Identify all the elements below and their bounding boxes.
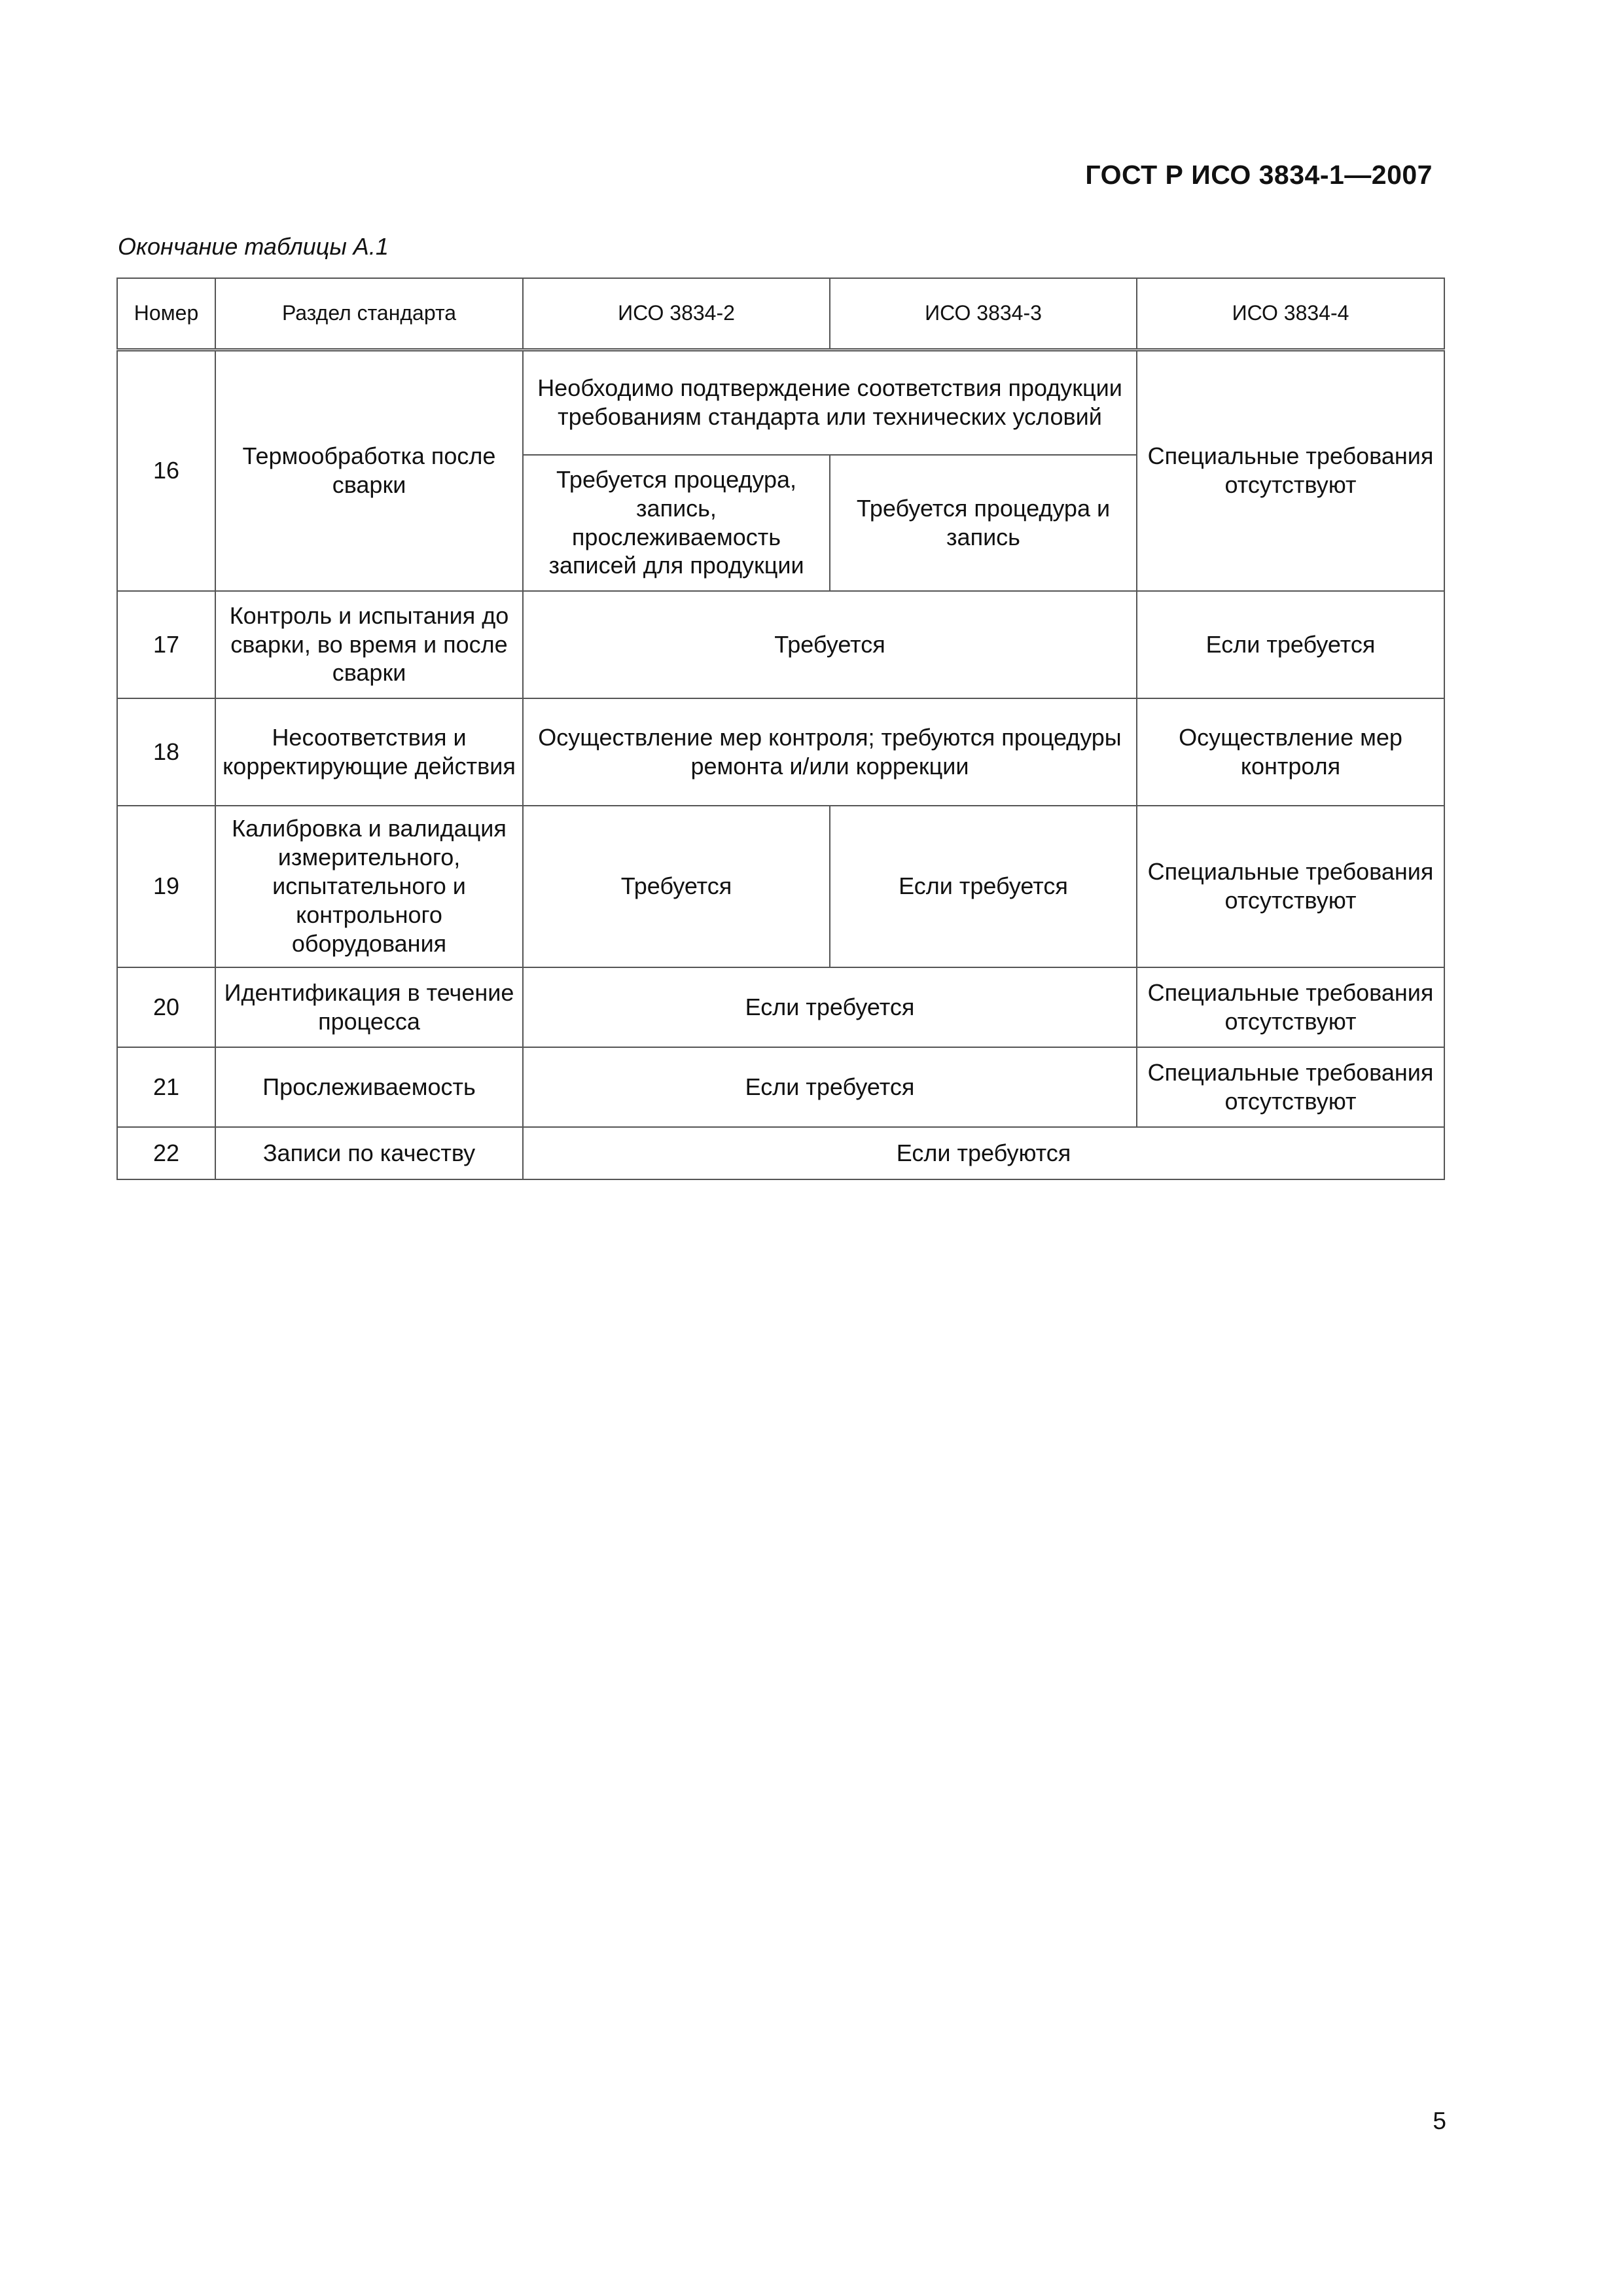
cell-iso-2-3: Если требуется bbox=[523, 1047, 1137, 1127]
page-number: 5 bbox=[1433, 2108, 1446, 2134]
table-row bbox=[117, 1127, 1444, 1179]
document-code: ГОСТ Р ИСО 3834-1—2007 bbox=[1085, 160, 1433, 190]
row-section: Несоответствия и корректирующие действия bbox=[215, 698, 523, 806]
table-row bbox=[117, 806, 1444, 967]
header-iso-3834-4: ИСО 3834-4 bbox=[1137, 278, 1444, 350]
cell-iso-4: Специальные требования отсутствуют bbox=[1137, 350, 1444, 591]
cell-iso-2: Требуется процедура, запись, прослеживаемость записей для продукции bbox=[523, 455, 830, 591]
row-section: Записи по качеству bbox=[215, 1127, 523, 1179]
row-section: Термообработка после сварки bbox=[215, 350, 523, 591]
cell-iso-2: Требуется bbox=[523, 806, 830, 967]
cell-iso-4: Специальные требования отсутствуют bbox=[1137, 1047, 1444, 1127]
table-row bbox=[117, 967, 1444, 1047]
row-number: 20 bbox=[117, 967, 215, 1047]
row-number: 19 bbox=[117, 806, 215, 967]
row-number: 17 bbox=[117, 591, 215, 698]
header-iso-3834-2: ИСО 3834-2 bbox=[523, 278, 830, 350]
cell-iso-2-3: Осуществление мер контроля; требуются процедуры ремонта и/или коррекции bbox=[523, 698, 1137, 806]
header-number: Номер bbox=[117, 278, 215, 350]
header-iso-3834-3: ИСО 3834-3 bbox=[830, 278, 1137, 350]
cell-iso-3: Требуется процедура и запись bbox=[830, 455, 1137, 591]
table-header-row bbox=[117, 278, 1444, 350]
row-number: 21 bbox=[117, 1047, 215, 1127]
cell-iso-all: Если требуются bbox=[523, 1127, 1444, 1179]
cell-iso-4: Осуществление мер контроля bbox=[1137, 698, 1444, 806]
table-row bbox=[117, 350, 1444, 455]
cell-iso-2-3: Требуется bbox=[523, 591, 1137, 698]
cell-iso-4: Если требуется bbox=[1137, 591, 1444, 698]
table-caption: Окончание таблицы А.1 bbox=[118, 233, 389, 260]
table-row bbox=[117, 591, 1444, 698]
row-section: Контроль и испытания до сварки, во время и после сварки bbox=[215, 591, 523, 698]
row-number: 16 bbox=[117, 350, 215, 591]
row-number: 22 bbox=[117, 1127, 215, 1179]
cell-iso-2-3: Если требуется bbox=[523, 967, 1137, 1047]
requirements-table bbox=[116, 278, 1445, 1180]
table-row bbox=[117, 1047, 1444, 1127]
row-section: Идентификация в течение процесса bbox=[215, 967, 523, 1047]
cell-iso-2-3-merged: Необходимо подтверждение соответствия продукции требованиям стандарта или технических условий bbox=[523, 350, 1137, 455]
row-number: 18 bbox=[117, 698, 215, 806]
cell-iso-4: Специальные требования отсутствуют bbox=[1137, 806, 1444, 967]
row-section: Прослеживаемость bbox=[215, 1047, 523, 1127]
table-row bbox=[117, 698, 1444, 806]
header-section: Раздел стандарта bbox=[215, 278, 523, 350]
row-section: Калибровка и валидация измерительного, испытательного и контрольного оборудования bbox=[215, 806, 523, 967]
cell-iso-3: Если требуется bbox=[830, 806, 1137, 967]
cell-iso-4: Специальные требования отсутствуют bbox=[1137, 967, 1444, 1047]
